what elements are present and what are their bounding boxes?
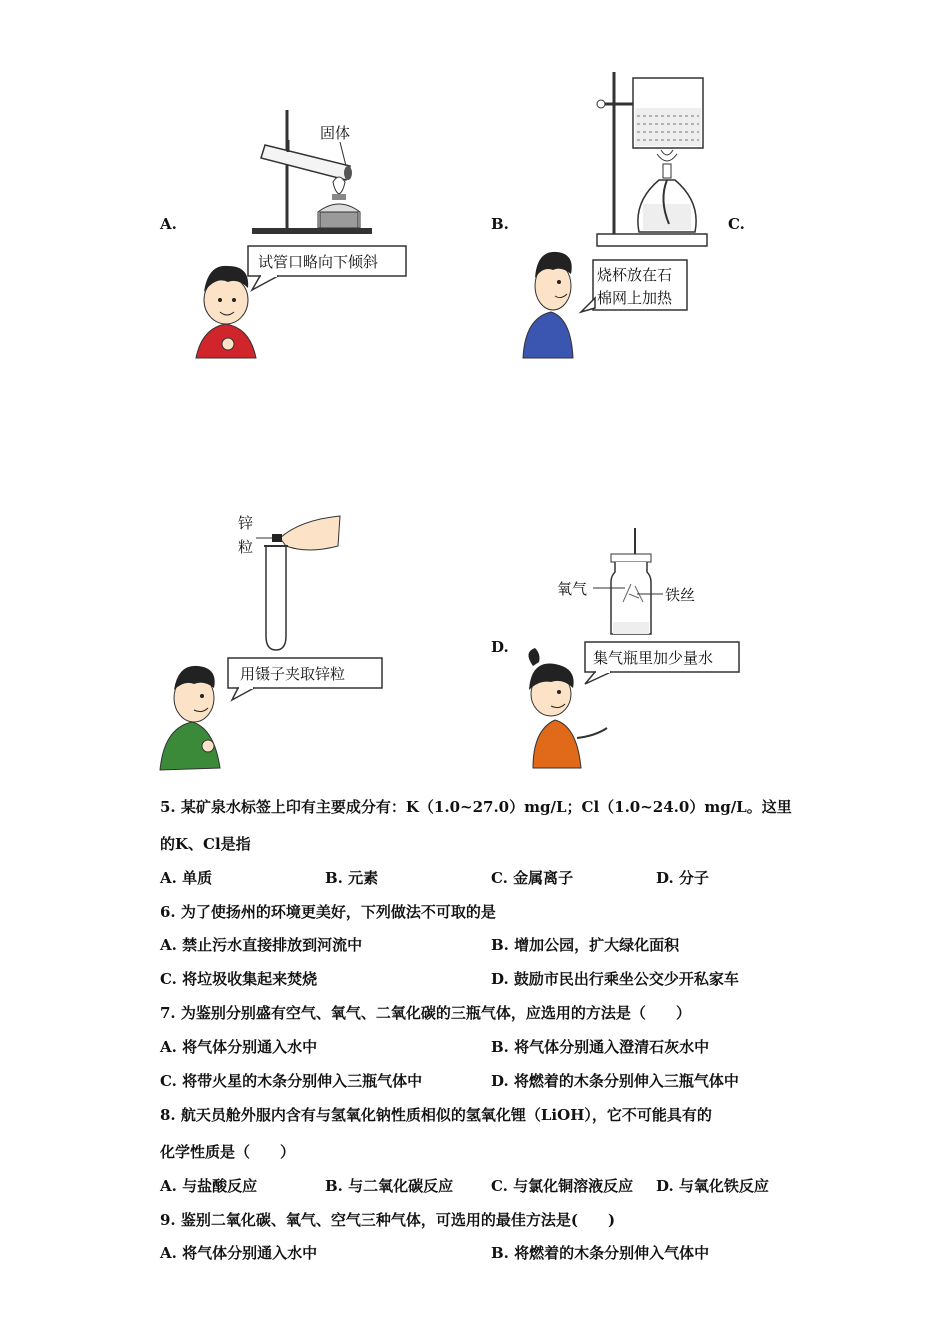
test-tube [261, 145, 352, 180]
svg-text:用镊子夹取锌粒: 用镊子夹取锌粒 [240, 665, 346, 683]
hand [272, 516, 340, 550]
solid-label: 固体 [320, 124, 351, 142]
question-8-option-d: D. 与氧化铁反应 [656, 1177, 769, 1195]
question-8-option-a: A. 与盐酸反应 [160, 1177, 258, 1195]
iron-wire-label: 铁丝 [665, 586, 696, 604]
boy-avatar [196, 266, 256, 358]
alcohol-lamp [318, 177, 360, 228]
question-8-option-b: B. 与二氧化碳反应 [325, 1177, 454, 1195]
boy-avatar [160, 666, 220, 770]
question-7-option-b: B. 将气体分别通入澄清石灰水中 [491, 1038, 710, 1056]
oxygen-label: 氧气 [557, 580, 588, 598]
question-5-option-c: C. 金属离子 [491, 869, 574, 887]
option-d-label: D. [491, 638, 509, 656]
question-8-option-c: C. 与氯化铜溶液反应 [491, 1177, 634, 1195]
alcohol-lamp [638, 164, 696, 232]
question-6-option-d: D. 鼓励市民出行乘坐公交少开私家车 [491, 970, 739, 988]
stand-base [252, 228, 372, 234]
question-6-option-b: B. 增加公园，扩大绿化面积 [491, 936, 680, 954]
question-5-option-d: D. 分子 [656, 869, 709, 887]
figure-heating-beaker [515, 68, 725, 363]
question-6-option-a: A. 禁止污水直接排放到河流中 [160, 936, 363, 954]
svg-text:棉网上加热: 棉网上加热 [597, 289, 673, 307]
question-7-stem: 7. 为鉴别分别盛有空气、氧气、二氧化碳的三瓶气体，应选用的方法是（ ） [160, 1004, 691, 1022]
boy-avatar [523, 252, 573, 358]
option-c-label: C. [728, 215, 745, 233]
figure-iron-wire [515, 524, 745, 774]
question-8-stem-line1: 8. 航天员舱外服内含有与氢氧化钠性质相似的氢氧化锂（LiOH），它不可能具有的 [160, 1106, 712, 1124]
question-6-stem: 6. 为了使扬州的环境更美好，下列做法不可取的是 [160, 903, 496, 921]
question-5-option-b: B. 元素 [325, 869, 379, 887]
speech-bubble [228, 658, 382, 700]
question-9-stem: 9. 鉴别二氧化碳、氧气、空气三种气体，可选用的最佳方法是( ) [160, 1211, 616, 1229]
svg-text:烧杯放在石: 烧杯放在石 [597, 266, 673, 284]
speech-bubble [585, 642, 739, 684]
question-7-option-d: D. 将燃着的木条分别伸入三瓶气体中 [491, 1072, 739, 1090]
figure-zinc-granule [158, 508, 398, 776]
gas-bottle [611, 528, 651, 634]
question-5-stem-line1: 5. 某矿泉水标签上印有主要成分有：K（1.0~27.0）mg/L；Cl（1.0~24.0）mg/L。这里 [160, 798, 792, 816]
speech-bubble [581, 260, 687, 312]
beaker [633, 78, 703, 148]
question-7-option-c: C. 将带火星的木条分别伸入三瓶气体中 [160, 1072, 423, 1090]
stand-base [597, 234, 707, 246]
test-tube [266, 546, 286, 650]
speech-bubble [248, 246, 406, 290]
question-9-option-a: A. 将气体分别通入水中 [160, 1244, 318, 1262]
option-b-label: B. [491, 215, 509, 233]
zinc-label-1: 锌 [238, 514, 254, 532]
figure-heating-solid [190, 100, 420, 365]
question-5-option-a: A. 单质 [160, 869, 213, 887]
svg-text:试管口略向下倾斜: 试管口略向下倾斜 [258, 253, 379, 271]
zinc-label-2: 粒 [238, 538, 254, 556]
question-9-option-b: B. 将燃着的木条分别伸入气体中 [491, 1244, 710, 1262]
question-5-stem-line2: 的K、Cl是指 [160, 835, 251, 853]
question-6-option-c: C. 将垃圾收集起来焚烧 [160, 970, 318, 988]
svg-text:集气瓶里加少量水: 集气瓶里加少量水 [593, 649, 714, 667]
question-7-option-a: A. 将气体分别通入水中 [160, 1038, 318, 1056]
option-a-label: A. [160, 215, 177, 233]
question-8-stem-line2: 化学性质是（ ） [160, 1143, 296, 1161]
